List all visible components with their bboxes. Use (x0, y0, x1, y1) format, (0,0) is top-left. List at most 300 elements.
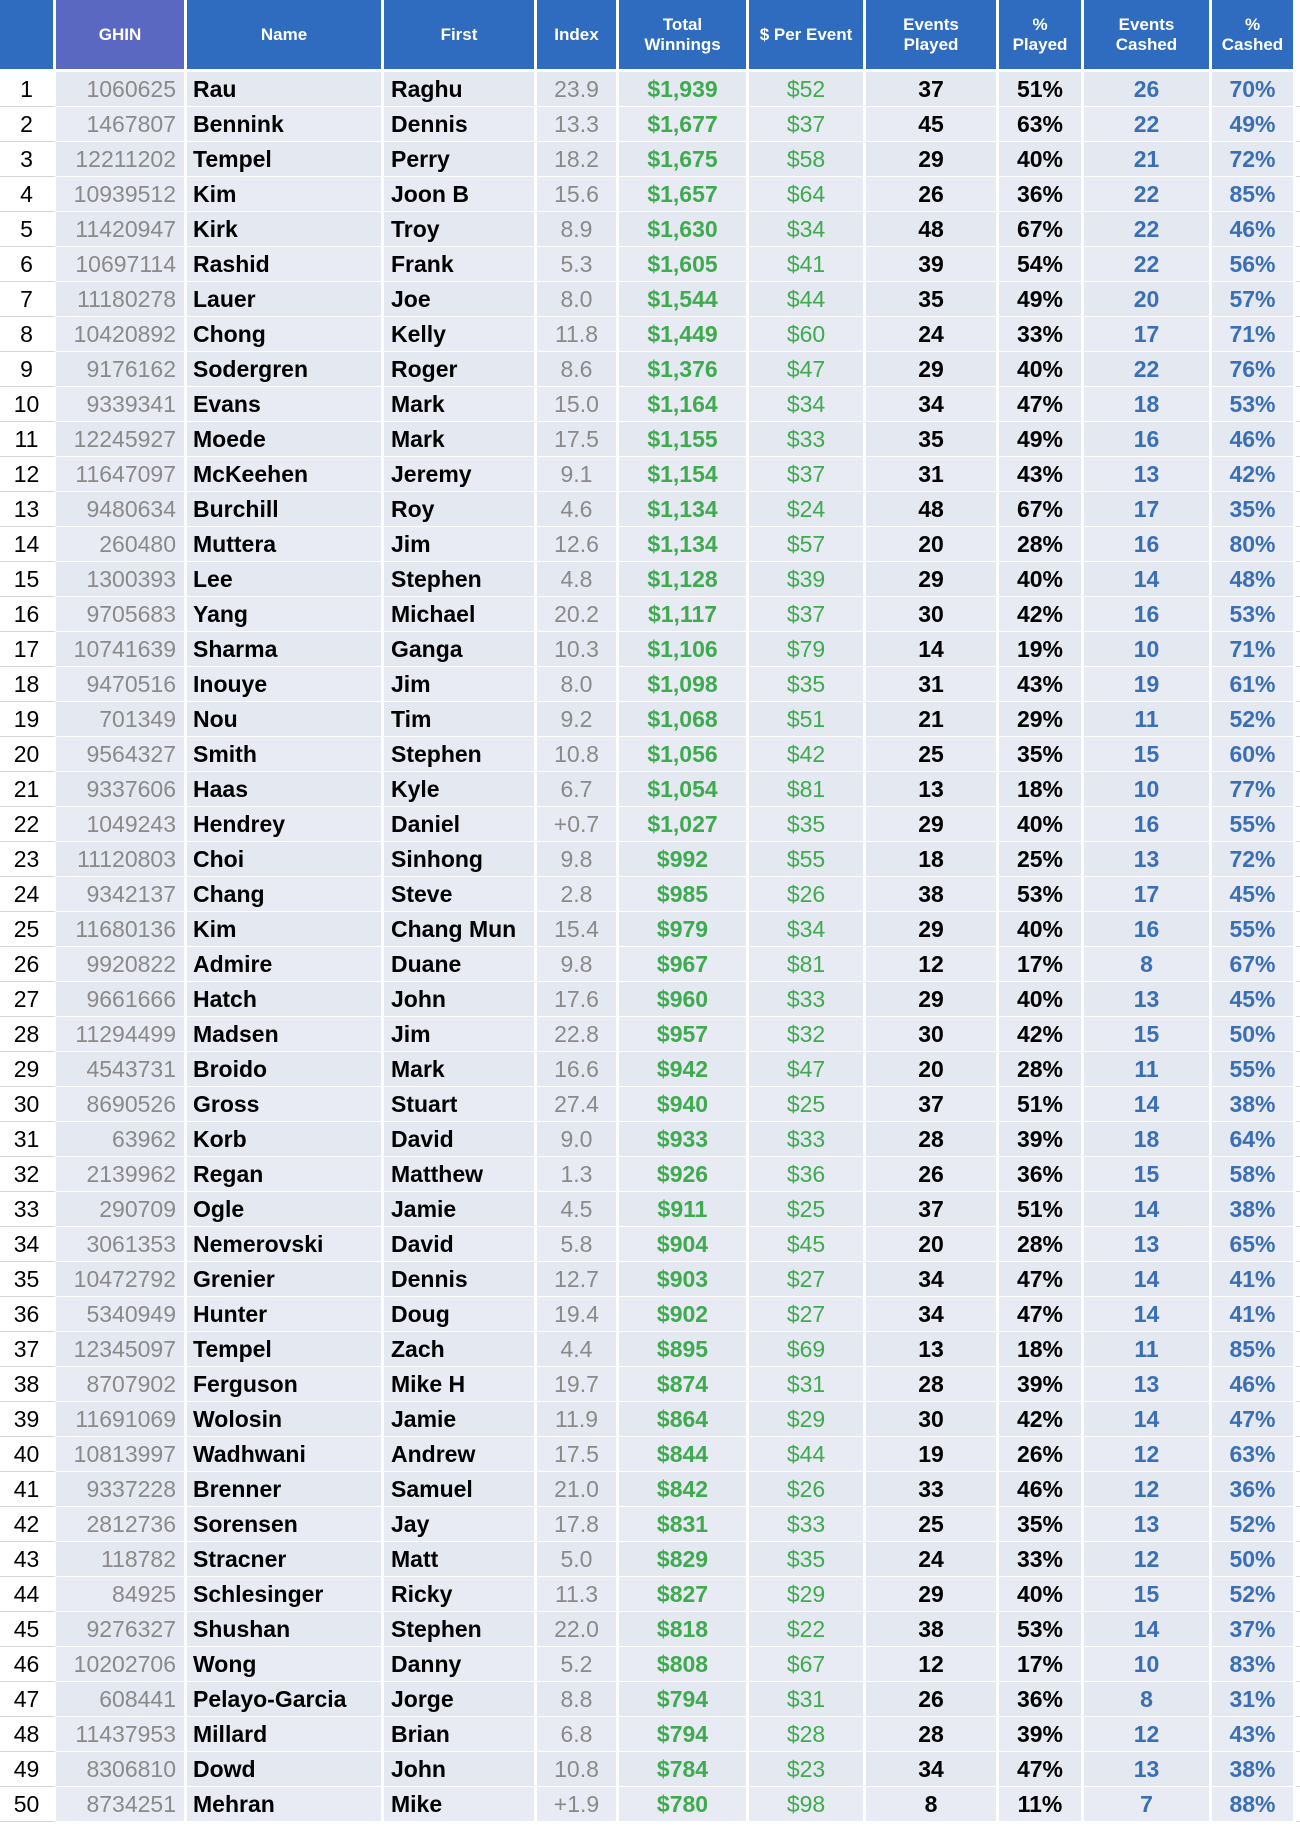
index-cell[interactable]: 17.8 (537, 1507, 619, 1542)
last-name-cell[interactable]: Pelayo-Garcia (187, 1682, 384, 1717)
index-cell[interactable]: 8.0 (537, 667, 619, 702)
events-cashed-cell[interactable]: 14 (1084, 1612, 1212, 1647)
events-played-cell[interactable]: 38 (866, 877, 999, 912)
index-cell[interactable]: 5.2 (537, 1647, 619, 1682)
per-event-cell[interactable]: $64 (749, 177, 866, 212)
events-cashed-cell[interactable]: 26 (1084, 72, 1212, 107)
ghin-cell[interactable]: 10697114 (56, 247, 187, 282)
last-name-cell[interactable]: Tempel (187, 142, 384, 177)
total-winnings-cell[interactable]: $1,098 (619, 667, 749, 702)
first-name-cell[interactable]: Duane (384, 947, 537, 982)
events-played-cell[interactable]: 26 (866, 1157, 999, 1192)
events-cashed-cell[interactable]: 16 (1084, 807, 1212, 842)
first-name-cell[interactable]: Jamie (384, 1192, 537, 1227)
ghin-cell[interactable]: 9920822 (56, 947, 187, 982)
pct-played-cell[interactable]: 47% (999, 387, 1084, 422)
pct-cashed-cell[interactable]: 58% (1212, 1157, 1296, 1192)
last-name-cell[interactable]: Schlesinger (187, 1577, 384, 1612)
events-cashed-cell[interactable]: 18 (1084, 387, 1212, 422)
ghin-cell[interactable]: 8734251 (56, 1787, 187, 1822)
per-event-cell[interactable]: $69 (749, 1332, 866, 1367)
last-name-cell[interactable]: Wadhwani (187, 1437, 384, 1472)
first-name-cell[interactable]: Mike (384, 1787, 537, 1822)
last-name-cell[interactable]: Inouye (187, 667, 384, 702)
total-winnings-cell[interactable]: $1,939 (619, 72, 749, 107)
per-event-cell[interactable]: $44 (749, 1437, 866, 1472)
events-played-cell[interactable]: 12 (866, 1647, 999, 1682)
events-played-cell[interactable]: 20 (866, 1052, 999, 1087)
last-name-cell[interactable]: Sorensen (187, 1507, 384, 1542)
per-event-cell[interactable]: $26 (749, 1472, 866, 1507)
pct-played-cell[interactable]: 36% (999, 1157, 1084, 1192)
total-winnings-cell[interactable]: $1,134 (619, 492, 749, 527)
ghin-cell[interactable]: 10420892 (56, 317, 187, 352)
ghin-cell[interactable]: 8707902 (56, 1367, 187, 1402)
index-cell[interactable]: 17.6 (537, 982, 619, 1017)
events-cashed-cell[interactable]: 19 (1084, 667, 1212, 702)
per-event-cell[interactable]: $29 (749, 1402, 866, 1437)
row-number[interactable]: 22 (0, 807, 56, 842)
last-name-cell[interactable]: Chang (187, 877, 384, 912)
per-event-cell[interactable]: $51 (749, 702, 866, 737)
last-name-cell[interactable]: Lee (187, 562, 384, 597)
pct-played-cell[interactable]: 54% (999, 247, 1084, 282)
pct-cashed-cell[interactable]: 46% (1212, 1367, 1296, 1402)
index-cell[interactable]: 4.6 (537, 492, 619, 527)
per-event-cell[interactable]: $37 (749, 457, 866, 492)
pct-played-cell[interactable]: 28% (999, 1052, 1084, 1087)
per-event-cell[interactable]: $35 (749, 667, 866, 702)
events-played-cell[interactable]: 29 (866, 562, 999, 597)
pct-played-cell[interactable]: 51% (999, 72, 1084, 107)
total-winnings-cell[interactable]: $1,054 (619, 772, 749, 807)
pct-cashed-cell[interactable]: 50% (1212, 1542, 1296, 1577)
total-winnings-cell[interactable]: $911 (619, 1192, 749, 1227)
row-number[interactable]: 44 (0, 1577, 56, 1612)
ghin-cell[interactable]: 1060625 (56, 72, 187, 107)
events-played-cell[interactable]: 13 (866, 1332, 999, 1367)
per-event-cell[interactable]: $60 (749, 317, 866, 352)
pct-played-cell[interactable]: 33% (999, 317, 1084, 352)
pct-played-cell[interactable]: 47% (999, 1262, 1084, 1297)
total-winnings-cell[interactable]: $992 (619, 842, 749, 877)
pct-cashed-cell[interactable]: 56% (1212, 247, 1296, 282)
pct-cashed-cell[interactable]: 88% (1212, 1787, 1296, 1822)
pct-cashed-cell[interactable]: 55% (1212, 1052, 1296, 1087)
index-cell[interactable]: +0.7 (537, 807, 619, 842)
first-name-cell[interactable]: Jim (384, 667, 537, 702)
events-played-cell[interactable]: 13 (866, 772, 999, 807)
events-played-cell[interactable]: 31 (866, 457, 999, 492)
row-number[interactable]: 15 (0, 562, 56, 597)
events-played-cell[interactable]: 35 (866, 422, 999, 457)
index-cell[interactable]: 21.0 (537, 1472, 619, 1507)
events-played-cell[interactable]: 28 (866, 1717, 999, 1752)
total-winnings-cell[interactable]: $926 (619, 1157, 749, 1192)
last-name-cell[interactable]: Shushan (187, 1612, 384, 1647)
per-event-cell[interactable]: $36 (749, 1157, 866, 1192)
ghin-cell[interactable]: 10472792 (56, 1262, 187, 1297)
events-played-cell[interactable]: 34 (866, 387, 999, 422)
events-cashed-cell[interactable]: 21 (1084, 142, 1212, 177)
first-name-cell[interactable]: Troy (384, 212, 537, 247)
index-cell[interactable]: 17.5 (537, 422, 619, 457)
last-name-cell[interactable]: Wolosin (187, 1402, 384, 1437)
pct-cashed-cell[interactable]: 37% (1212, 1612, 1296, 1647)
row-number[interactable]: 31 (0, 1122, 56, 1157)
row-number[interactable]: 48 (0, 1717, 56, 1752)
index-cell[interactable]: 8.8 (537, 1682, 619, 1717)
first-name-cell[interactable]: Perry (384, 142, 537, 177)
pct-cashed-cell[interactable]: 35% (1212, 492, 1296, 527)
per-event-cell[interactable]: $34 (749, 212, 866, 247)
per-event-cell[interactable]: $33 (749, 422, 866, 457)
last-name-cell[interactable]: Chong (187, 317, 384, 352)
header-per-event[interactable]: $ Per Event (749, 0, 866, 72)
total-winnings-cell[interactable]: $794 (619, 1717, 749, 1752)
pct-played-cell[interactable]: 49% (999, 282, 1084, 317)
pct-played-cell[interactable]: 28% (999, 1227, 1084, 1262)
row-number[interactable]: 38 (0, 1367, 56, 1402)
ghin-cell[interactable]: 3061353 (56, 1227, 187, 1262)
row-number[interactable]: 35 (0, 1262, 56, 1297)
ghin-cell[interactable]: 9470516 (56, 667, 187, 702)
header-events-played[interactable] (866, 0, 999, 72)
events-played-cell[interactable]: 34 (866, 1262, 999, 1297)
first-name-cell[interactable]: Stephen (384, 562, 537, 597)
events-played-cell[interactable]: 48 (866, 212, 999, 247)
pct-cashed-cell[interactable]: 41% (1212, 1297, 1296, 1332)
events-played-cell[interactable]: 28 (866, 1367, 999, 1402)
total-winnings-cell[interactable]: $1,106 (619, 632, 749, 667)
events-cashed-cell[interactable]: 11 (1084, 702, 1212, 737)
events-cashed-cell[interactable]: 12 (1084, 1717, 1212, 1752)
row-number[interactable]: 1 (0, 72, 56, 107)
per-event-cell[interactable]: $27 (749, 1262, 866, 1297)
index-cell[interactable]: 12.7 (537, 1262, 619, 1297)
per-event-cell[interactable]: $31 (749, 1367, 866, 1402)
pct-cashed-cell[interactable]: 70% (1212, 72, 1296, 107)
ghin-cell[interactable]: 10202706 (56, 1647, 187, 1682)
events-played-cell[interactable]: 12 (866, 947, 999, 982)
pct-played-cell[interactable]: 35% (999, 1507, 1084, 1542)
total-winnings-cell[interactable]: $1,544 (619, 282, 749, 317)
row-number[interactable]: 45 (0, 1612, 56, 1647)
row-number[interactable]: 12 (0, 457, 56, 492)
events-played-cell[interactable]: 30 (866, 597, 999, 632)
last-name-cell[interactable]: Bennink (187, 107, 384, 142)
last-name-cell[interactable]: Hendrey (187, 807, 384, 842)
ghin-cell[interactable]: 12345097 (56, 1332, 187, 1367)
row-number[interactable]: 3 (0, 142, 56, 177)
pct-cashed-cell[interactable]: 52% (1212, 1577, 1296, 1612)
events-played-cell[interactable]: 14 (866, 632, 999, 667)
last-name-cell[interactable]: Regan (187, 1157, 384, 1192)
events-cashed-cell[interactable]: 14 (1084, 1262, 1212, 1297)
row-number[interactable]: 41 (0, 1472, 56, 1507)
pct-played-cell[interactable]: 51% (999, 1192, 1084, 1227)
row-number[interactable]: 43 (0, 1542, 56, 1577)
events-cashed-cell[interactable]: 20 (1084, 282, 1212, 317)
row-number[interactable]: 5 (0, 212, 56, 247)
pct-cashed-cell[interactable]: 38% (1212, 1087, 1296, 1122)
total-winnings-cell[interactable]: $1,027 (619, 807, 749, 842)
total-winnings-cell[interactable]: $967 (619, 947, 749, 982)
pct-cashed-cell[interactable]: 38% (1212, 1752, 1296, 1787)
row-number[interactable]: 50 (0, 1787, 56, 1822)
pct-cashed-cell[interactable]: 67% (1212, 947, 1296, 982)
events-cashed-cell[interactable]: 14 (1084, 1087, 1212, 1122)
total-winnings-cell[interactable]: $1,128 (619, 562, 749, 597)
pct-cashed-cell[interactable]: 48% (1212, 562, 1296, 597)
pct-played-cell[interactable]: 11% (999, 1787, 1084, 1822)
pct-played-cell[interactable]: 40% (999, 982, 1084, 1017)
total-winnings-cell[interactable]: $874 (619, 1367, 749, 1402)
events-cashed-cell[interactable]: 11 (1084, 1052, 1212, 1087)
first-name-cell[interactable]: Joe (384, 282, 537, 317)
ghin-cell[interactable]: 5340949 (56, 1297, 187, 1332)
row-number[interactable]: 23 (0, 842, 56, 877)
first-name-cell[interactable]: Kelly (384, 317, 537, 352)
events-played-cell[interactable]: 29 (866, 142, 999, 177)
first-name-cell[interactable]: Michael (384, 597, 537, 632)
first-name-cell[interactable]: Joon B (384, 177, 537, 212)
index-cell[interactable]: 2.8 (537, 877, 619, 912)
events-cashed-cell[interactable]: 13 (1084, 842, 1212, 877)
row-number[interactable]: 37 (0, 1332, 56, 1367)
events-played-cell[interactable]: 25 (866, 737, 999, 772)
first-name-cell[interactable]: Mark (384, 1052, 537, 1087)
events-played-cell[interactable]: 38 (866, 1612, 999, 1647)
total-winnings-cell[interactable]: $1,164 (619, 387, 749, 422)
events-played-cell[interactable]: 34 (866, 1297, 999, 1332)
total-winnings-cell[interactable]: $933 (619, 1122, 749, 1157)
pct-played-cell[interactable]: 42% (999, 1402, 1084, 1437)
pct-played-cell[interactable]: 39% (999, 1122, 1084, 1157)
events-played-cell[interactable]: 20 (866, 1227, 999, 1262)
total-winnings-cell[interactable]: $1,605 (619, 247, 749, 282)
row-number[interactable]: 16 (0, 597, 56, 632)
events-played-cell[interactable]: 24 (866, 317, 999, 352)
total-winnings-cell[interactable]: $784 (619, 1752, 749, 1787)
per-event-cell[interactable]: $47 (749, 1052, 866, 1087)
pct-played-cell[interactable]: 17% (999, 1647, 1084, 1682)
per-event-cell[interactable]: $79 (749, 632, 866, 667)
pct-played-cell[interactable]: 49% (999, 422, 1084, 457)
first-name-cell[interactable]: Stephen (384, 1612, 537, 1647)
pct-cashed-cell[interactable]: 63% (1212, 1437, 1296, 1472)
index-cell[interactable]: 5.0 (537, 1542, 619, 1577)
events-cashed-cell[interactable]: 16 (1084, 422, 1212, 457)
total-winnings-cell[interactable]: $1,155 (619, 422, 749, 457)
header-pct-cashed[interactable] (1212, 0, 1296, 72)
last-name-cell[interactable]: Korb (187, 1122, 384, 1157)
events-cashed-cell[interactable]: 7 (1084, 1787, 1212, 1822)
pct-cashed-cell[interactable]: 41% (1212, 1262, 1296, 1297)
per-event-cell[interactable]: $32 (749, 1017, 866, 1052)
last-name-cell[interactable]: Rau (187, 72, 384, 107)
last-name-cell[interactable]: Yang (187, 597, 384, 632)
ghin-cell[interactable]: 10741639 (56, 632, 187, 667)
row-number[interactable]: 39 (0, 1402, 56, 1437)
last-name-cell[interactable]: Madsen (187, 1017, 384, 1052)
ghin-cell[interactable]: 608441 (56, 1682, 187, 1717)
events-cashed-cell[interactable]: 15 (1084, 737, 1212, 772)
pct-cashed-cell[interactable]: 60% (1212, 737, 1296, 772)
index-cell[interactable]: 6.7 (537, 772, 619, 807)
per-event-cell[interactable]: $26 (749, 877, 866, 912)
per-event-cell[interactable]: $44 (749, 282, 866, 317)
pct-played-cell[interactable]: 43% (999, 457, 1084, 492)
last-name-cell[interactable]: Tempel (187, 1332, 384, 1367)
first-name-cell[interactable]: Daniel (384, 807, 537, 842)
pct-cashed-cell[interactable]: 55% (1212, 807, 1296, 842)
pct-played-cell[interactable]: 47% (999, 1752, 1084, 1787)
ghin-cell[interactable]: 9337606 (56, 772, 187, 807)
row-number[interactable]: 25 (0, 912, 56, 947)
index-cell[interactable]: 18.2 (537, 142, 619, 177)
first-name-cell[interactable]: Brian (384, 1717, 537, 1752)
row-number[interactable]: 7 (0, 282, 56, 317)
header-ghin[interactable]: GHIN (56, 0, 187, 72)
row-number[interactable]: 36 (0, 1297, 56, 1332)
index-cell[interactable]: 20.2 (537, 597, 619, 632)
per-event-cell[interactable]: $35 (749, 1542, 866, 1577)
events-cashed-cell[interactable]: 14 (1084, 562, 1212, 597)
first-name-cell[interactable]: Jim (384, 527, 537, 562)
total-winnings-cell[interactable]: $1,056 (619, 737, 749, 772)
first-name-cell[interactable]: Jorge (384, 1682, 537, 1717)
row-number[interactable]: 11 (0, 422, 56, 457)
ghin-cell[interactable]: 4543731 (56, 1052, 187, 1087)
events-cashed-cell[interactable]: 17 (1084, 877, 1212, 912)
index-cell[interactable]: 15.4 (537, 912, 619, 947)
pct-cashed-cell[interactable]: 71% (1212, 632, 1296, 667)
per-event-cell[interactable]: $58 (749, 142, 866, 177)
index-cell[interactable]: 4.4 (537, 1332, 619, 1367)
per-event-cell[interactable]: $57 (749, 527, 866, 562)
events-cashed-cell[interactable]: 12 (1084, 1542, 1212, 1577)
events-played-cell[interactable]: 45 (866, 107, 999, 142)
pct-cashed-cell[interactable]: 42% (1212, 457, 1296, 492)
total-winnings-cell[interactable]: $902 (619, 1297, 749, 1332)
events-cashed-cell[interactable]: 12 (1084, 1437, 1212, 1472)
total-winnings-cell[interactable]: $904 (619, 1227, 749, 1262)
events-played-cell[interactable]: 31 (866, 667, 999, 702)
pct-played-cell[interactable]: 40% (999, 562, 1084, 597)
first-name-cell[interactable]: Kyle (384, 772, 537, 807)
first-name-cell[interactable]: Dennis (384, 1262, 537, 1297)
pct-played-cell[interactable]: 18% (999, 1332, 1084, 1367)
ghin-cell[interactable]: 11680136 (56, 912, 187, 947)
pct-played-cell[interactable]: 25% (999, 842, 1084, 877)
last-name-cell[interactable]: Nou (187, 702, 384, 737)
ghin-cell[interactable]: 11691069 (56, 1402, 187, 1437)
row-number[interactable]: 29 (0, 1052, 56, 1087)
ghin-cell[interactable]: 9337228 (56, 1472, 187, 1507)
per-event-cell[interactable]: $28 (749, 1717, 866, 1752)
total-winnings-cell[interactable]: $1,675 (619, 142, 749, 177)
index-cell[interactable]: 11.8 (537, 317, 619, 352)
per-event-cell[interactable]: $52 (749, 72, 866, 107)
events-played-cell[interactable]: 28 (866, 1122, 999, 1157)
first-name-cell[interactable]: David (384, 1122, 537, 1157)
last-name-cell[interactable]: Moede (187, 422, 384, 457)
total-winnings-cell[interactable]: $903 (619, 1262, 749, 1297)
events-played-cell[interactable]: 29 (866, 807, 999, 842)
pct-cashed-cell[interactable]: 64% (1212, 1122, 1296, 1157)
last-name-cell[interactable]: Wong (187, 1647, 384, 1682)
index-cell[interactable]: 8.9 (537, 212, 619, 247)
pct-played-cell[interactable]: 35% (999, 737, 1084, 772)
ghin-cell[interactable]: 11420947 (56, 212, 187, 247)
ghin-cell[interactable]: 2812736 (56, 1507, 187, 1542)
ghin-cell[interactable]: 9276327 (56, 1612, 187, 1647)
events-played-cell[interactable]: 19 (866, 1437, 999, 1472)
per-event-cell[interactable]: $98 (749, 1787, 866, 1822)
index-cell[interactable]: 4.8 (537, 562, 619, 597)
events-cashed-cell[interactable]: 12 (1084, 1472, 1212, 1507)
ghin-cell[interactable]: 10939512 (56, 177, 187, 212)
last-name-cell[interactable]: Dowd (187, 1752, 384, 1787)
index-cell[interactable]: 9.0 (537, 1122, 619, 1157)
pct-played-cell[interactable]: 19% (999, 632, 1084, 667)
index-cell[interactable]: 15.0 (537, 387, 619, 422)
first-name-cell[interactable]: Doug (384, 1297, 537, 1332)
last-name-cell[interactable]: Millard (187, 1717, 384, 1752)
events-played-cell[interactable]: 25 (866, 1507, 999, 1542)
header-first[interactable]: First (384, 0, 537, 72)
events-cashed-cell[interactable]: 11 (1084, 1332, 1212, 1367)
index-cell[interactable]: 19.7 (537, 1367, 619, 1402)
events-cashed-cell[interactable]: 17 (1084, 492, 1212, 527)
per-event-cell[interactable]: $23 (749, 1752, 866, 1787)
pct-played-cell[interactable]: 36% (999, 177, 1084, 212)
ghin-cell[interactable]: 11120803 (56, 842, 187, 877)
events-played-cell[interactable]: 37 (866, 1087, 999, 1122)
pct-cashed-cell[interactable]: 72% (1212, 142, 1296, 177)
events-cashed-cell[interactable]: 16 (1084, 597, 1212, 632)
index-cell[interactable]: 17.5 (537, 1437, 619, 1472)
row-number[interactable]: 42 (0, 1507, 56, 1542)
events-played-cell[interactable]: 30 (866, 1402, 999, 1437)
row-number[interactable]: 13 (0, 492, 56, 527)
row-number[interactable]: 46 (0, 1647, 56, 1682)
events-played-cell[interactable]: 21 (866, 702, 999, 737)
index-cell[interactable]: 27.4 (537, 1087, 619, 1122)
total-winnings-cell[interactable]: $808 (619, 1647, 749, 1682)
first-name-cell[interactable]: Jeremy (384, 457, 537, 492)
index-cell[interactable]: 11.3 (537, 1577, 619, 1612)
ghin-cell[interactable]: 11647097 (56, 457, 187, 492)
pct-played-cell[interactable]: 40% (999, 807, 1084, 842)
ghin-cell[interactable]: 9480634 (56, 492, 187, 527)
first-name-cell[interactable]: Mark (384, 387, 537, 422)
events-cashed-cell[interactable]: 10 (1084, 1647, 1212, 1682)
per-event-cell[interactable]: $34 (749, 912, 866, 947)
index-cell[interactable]: 1.3 (537, 1157, 619, 1192)
events-cashed-cell[interactable]: 22 (1084, 107, 1212, 142)
first-name-cell[interactable]: Sinhong (384, 842, 537, 877)
index-cell[interactable]: 6.8 (537, 1717, 619, 1752)
events-played-cell[interactable]: 37 (866, 72, 999, 107)
events-cashed-cell[interactable]: 15 (1084, 1017, 1212, 1052)
index-cell[interactable]: 19.4 (537, 1297, 619, 1332)
total-winnings-cell[interactable]: $1,117 (619, 597, 749, 632)
pct-played-cell[interactable]: 18% (999, 772, 1084, 807)
events-played-cell[interactable]: 26 (866, 1682, 999, 1717)
pct-cashed-cell[interactable]: 46% (1212, 212, 1296, 247)
